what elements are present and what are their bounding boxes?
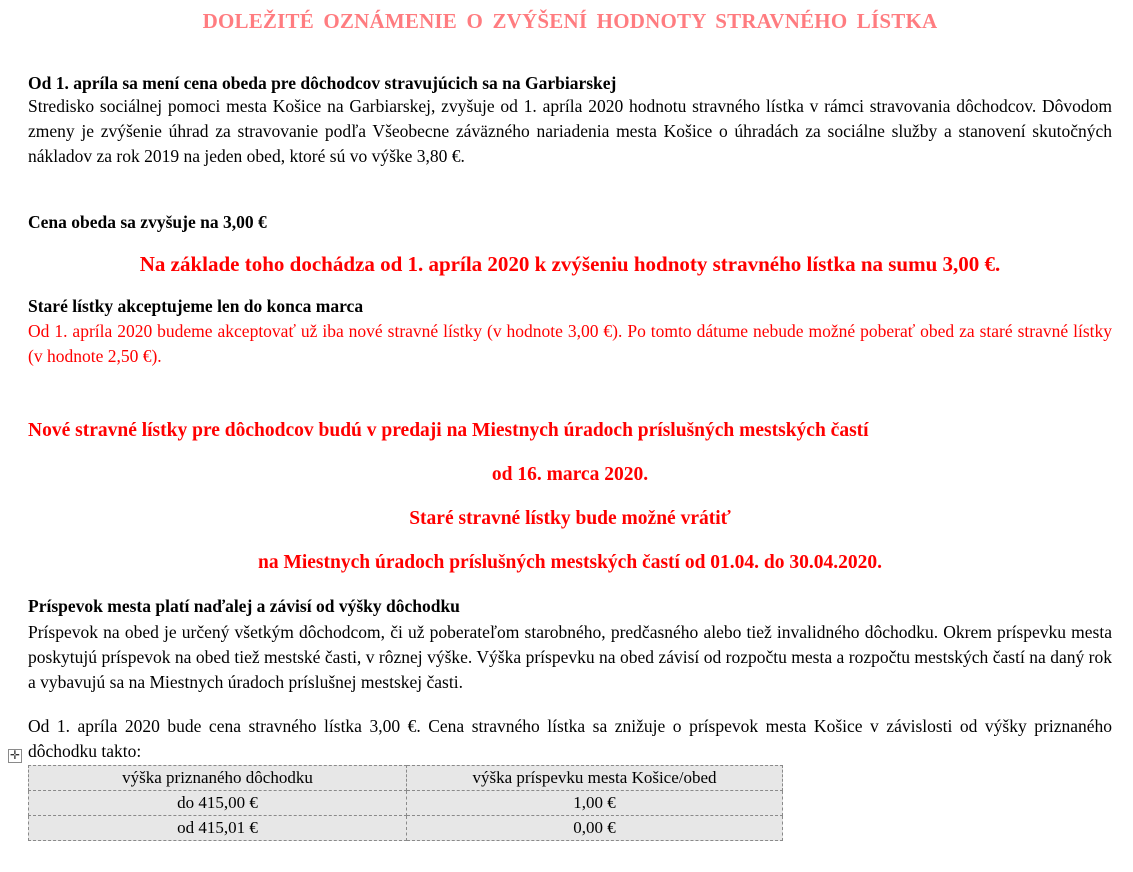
highlight-new-price: Na základe toho dochádza od 1. apríla 2020 k zvýšeniu hodnoty stravného lístka na sumu 3,00 €. (139, 252, 1001, 276)
table-row (29, 791, 783, 816)
table-cell: 1,00 € (407, 791, 783, 816)
contribution-table (28, 765, 783, 841)
notice-line-date: od 16. marca 2020. (491, 464, 649, 485)
move-handle-icon[interactable]: ✛ (9, 748, 21, 762)
table-cell: od 415,01 € (29, 816, 407, 841)
notice-line-return-period: na Miestnych úradoch príslušných mestských častí od 01.04. do 30.04.2020. (257, 552, 883, 573)
table-header-cell: výška príspevku mesta Košice/obed (407, 766, 783, 791)
notice-line-return: Staré stravné lístky bude možné vrátiť (409, 508, 731, 529)
table-header-cell: výška priznaného dôchodku (29, 766, 407, 791)
table-cell: do 415,00 € (29, 791, 407, 816)
table-row (29, 816, 783, 841)
section-body-city-contribution: Príspevok na obed je určený všetkým dôchodcom, či už poberateľom starobného, predčasného alebo tiež invalidného dôchodku. Okrem príspevku mesta poskytujú príspevok na obed tiež mestské časti, v rôznej výške. Výška príspevku na obed závisí od rozpočtu mesta a rozpočtu mestských častí na daný rok a vybavujú sa na Miestnych úradoch príslušnej mestskej časti. (28, 622, 1112, 692)
section-body-price-change: Stredisko sociálnej pomoci mesta Košice na Garbiarskej, zvyšuje od 1. apríla 2020 hodnotu stravného lístka v rámci stravovania dôchodcov. Dôvodom zmeny je zvýšenie úhrad za stravovanie podľa Všeobecne záväzného nariadenia mesta Košice o úhradách za sociálne služby a stanovení skutočných nákladov za rok 2019 na jeden obed, ktoré sú vo výške 3,80 €. (28, 96, 1112, 166)
table-header-row (29, 766, 783, 791)
section-body-table-intro: Od 1. apríla 2020 bude cena stravného lístka 3,00 €. Cena stravného lístka sa znižuje o príspevok mesta Košice v závislosti od výšky priznaného dôchodku takto: (28, 716, 1112, 761)
notice-line-sale: Nové stravné lístky pre dôchodcov budú v predaji na Miestnych úradoch príslušných mestských častí (28, 420, 869, 441)
table-cell: 0,00 € (407, 816, 783, 841)
section-heading-old-tickets: Staré lístky akceptujeme len do konca marca (28, 296, 364, 316)
section-heading-price-change: Od 1. apríla sa mení cena obeda pre dôchodcov stravujúcich sa na Garbiarskej (28, 73, 617, 93)
section-body-old-tickets: Od 1. apríla 2020 budeme akceptovať už iba nové stravné lístky (v hodnote 3,00 €). Po tomto dátume nebude možné poberať obed za staré stravné lístky (v hodnote 2,50 €). (28, 321, 1112, 366)
document-title: DOLEŽITÉ OZNÁMENIE O ZVÝŠENÍ HODNOTY STRAVNÉHO LÍSTKA (202, 9, 938, 33)
section-heading-new-price: Cena obeda sa zvyšuje na 3,00 € (28, 212, 267, 232)
section-heading-city-contribution: Príspevok mesta platí naďalej a závisí od výšky dôchodku (28, 596, 460, 616)
document-page (9, 0, 1112, 872)
